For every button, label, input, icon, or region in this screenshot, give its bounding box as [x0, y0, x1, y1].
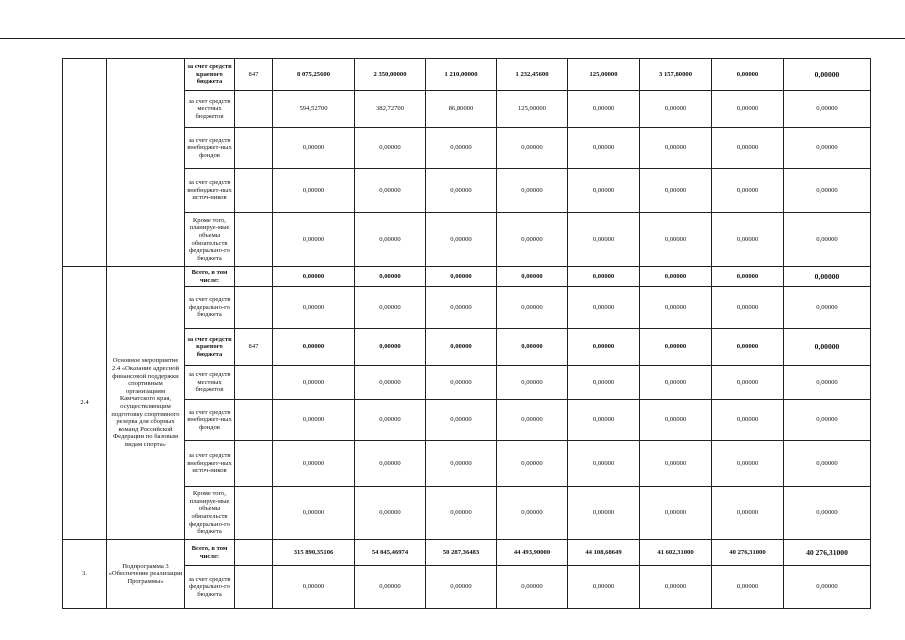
amount-year: 44 493,90000	[497, 540, 568, 566]
amount-year: 0,00000	[640, 267, 712, 287]
amount-year: 0,00000	[568, 213, 640, 267]
amount-year: 0,00000	[497, 213, 568, 267]
amount-year: 0,00000	[712, 441, 784, 487]
table-row	[63, 441, 871, 487]
amount-year: 0,00000	[640, 441, 712, 487]
funding-source: Всего, в том числе:	[185, 267, 235, 287]
amount-total: 0,00000	[273, 128, 355, 169]
amount-year: 0,00000	[426, 213, 497, 267]
table-row	[63, 329, 871, 366]
amount-year: 0,00000	[712, 287, 784, 329]
funding-source: за счет средств внебюджет-ных фондов	[185, 400, 235, 441]
amount-year: 0,00000	[355, 566, 426, 609]
table-row	[63, 400, 871, 441]
amount-total: 0,00000	[273, 213, 355, 267]
amount-year: 0,00000	[784, 287, 871, 329]
amount-year: 0,00000	[568, 287, 640, 329]
amount-year: 0,00000	[497, 366, 568, 400]
admin-code	[235, 267, 273, 287]
table-row	[63, 59, 871, 91]
amount-year: 0,00000	[712, 487, 784, 540]
amount-total: 594,52700	[273, 91, 355, 128]
amount-year: 50 287,36483	[426, 540, 497, 566]
amount-year: 0,00000	[355, 267, 426, 287]
amount-year: 1 232,45600	[497, 59, 568, 91]
funding-source: за счет средств федерально-го бюджета	[185, 287, 235, 329]
amount-year: 0,00000	[784, 400, 871, 441]
amount-year: 40 276,31000	[784, 540, 871, 566]
funding-source: Всего, в том числе:	[185, 540, 235, 566]
table-row	[63, 91, 871, 128]
amount-year: 40 276,31000	[712, 540, 784, 566]
amount-year: 0,00000	[712, 267, 784, 287]
amount-year: 0,00000	[426, 566, 497, 609]
amount-year: 382,72700	[355, 91, 426, 128]
amount-year: 1 210,00000	[426, 59, 497, 91]
amount-year: 0,00000	[355, 329, 426, 366]
admin-code	[235, 441, 273, 487]
amount-year: 0,00000	[712, 213, 784, 267]
table-row	[63, 366, 871, 400]
amount-year: 0,00000	[355, 400, 426, 441]
amount-year: 0,00000	[497, 287, 568, 329]
amount-year: 2 350,00000	[355, 59, 426, 91]
admin-code	[235, 128, 273, 169]
funding-source: Кроме того, планируе-мые объемы обязательств федерально-го бюджета	[185, 487, 235, 540]
amount-year: 0,00000	[568, 169, 640, 213]
amount-year: 0,00000	[497, 487, 568, 540]
table-row	[63, 540, 871, 566]
event-name-cell	[107, 59, 185, 267]
amount-year: 0,00000	[426, 366, 497, 400]
amount-year: 0,00000	[712, 329, 784, 366]
funding-source: за счет средств местных бюджетов	[185, 91, 235, 128]
amount-year: 0,00000	[355, 213, 426, 267]
amount-year: 0,00000	[568, 366, 640, 400]
amount-year: 0,00000	[784, 169, 871, 213]
table-row	[63, 487, 871, 540]
amount-year: 0,00000	[640, 400, 712, 441]
amount-year: 125,00000	[497, 91, 568, 128]
amount-year: 0,00000	[712, 59, 784, 91]
amount-year: 0,00000	[355, 487, 426, 540]
funding-source: за счет средств внебюджет-ных источ-ников	[185, 441, 235, 487]
budget-table-body	[63, 59, 871, 609]
amount-year: 0,00000	[784, 441, 871, 487]
amount-year: 0,00000	[568, 267, 640, 287]
amount-total: 0,00000	[273, 487, 355, 540]
amount-year: 0,00000	[426, 128, 497, 169]
amount-year: 0,00000	[640, 213, 712, 267]
amount-total: 0,00000	[273, 400, 355, 441]
amount-year: 0,00000	[426, 267, 497, 287]
amount-total: 0,00000	[273, 169, 355, 213]
amount-total: 0,00000	[273, 329, 355, 366]
amount-year: 3 157,80000	[640, 59, 712, 91]
amount-year: 0,00000	[712, 128, 784, 169]
amount-year: 0,00000	[784, 91, 871, 128]
amount-year: 0,00000	[355, 441, 426, 487]
amount-year: 0,00000	[712, 169, 784, 213]
admin-code	[235, 566, 273, 609]
amount-year: 0,00000	[640, 366, 712, 400]
amount-year: 0,00000	[426, 441, 497, 487]
funding-source: Кроме того, планируе-мые объемы обязательств федерально-го бюджета	[185, 213, 235, 267]
table-row	[63, 566, 871, 609]
table-row	[63, 267, 871, 287]
amount-year: 0,00000	[712, 366, 784, 400]
admin-code	[235, 287, 273, 329]
table-row	[63, 287, 871, 329]
amount-year: 41 602,31000	[640, 540, 712, 566]
row-index-cell	[63, 59, 107, 267]
amount-year: 86,80000	[426, 91, 497, 128]
admin-code	[235, 400, 273, 441]
amount-year: 0,00000	[355, 366, 426, 400]
amount-year: 0,00000	[784, 128, 871, 169]
amount-year: 0,00000	[497, 400, 568, 441]
amount-year: 0,00000	[426, 487, 497, 540]
amount-total: 0,00000	[273, 267, 355, 287]
amount-year: 0,00000	[784, 329, 871, 366]
amount-year: 0,00000	[355, 128, 426, 169]
amount-year: 0,00000	[712, 566, 784, 609]
amount-year: 0,00000	[426, 169, 497, 213]
admin-code	[235, 213, 273, 267]
amount-total: 0,00000	[273, 366, 355, 400]
amount-year: 0,00000	[355, 169, 426, 213]
event-name-cell: Основное мероприятие 2.4 «Оказание адресной финансовой поддержки спортивным организациям Камчатского края, осуществляющим подготовку спортивного резерва для сборных команд Российской Федерации по базовым видам спорта»	[107, 267, 185, 540]
page-top-rule	[0, 38, 905, 39]
table-row	[63, 128, 871, 169]
admin-code	[235, 169, 273, 213]
amount-year: 0,00000	[568, 487, 640, 540]
funding-source: за счет средств федерально-го бюджета	[185, 566, 235, 609]
amount-year: 0,00000	[568, 400, 640, 441]
amount-year: 0,00000	[497, 267, 568, 287]
amount-year: 0,00000	[568, 441, 640, 487]
funding-source: за счет средств краевого бюджета	[185, 329, 235, 366]
amount-year: 0,00000	[568, 91, 640, 128]
amount-year: 0,00000	[426, 400, 497, 441]
funding-source: за счет средств внебюджет-ных источ-ников	[185, 169, 235, 213]
amount-total: 8 075,25600	[273, 59, 355, 91]
amount-year: 0,00000	[355, 287, 426, 329]
event-name-cell: Подпрограмма 3 «Обеспечение реализации Программы»	[107, 540, 185, 609]
row-index-cell: 3.	[63, 540, 107, 609]
amount-year: 0,00000	[784, 213, 871, 267]
amount-year: 0,00000	[784, 267, 871, 287]
amount-year: 0,00000	[712, 91, 784, 128]
amount-year: 125,00000	[568, 59, 640, 91]
amount-year: 0,00000	[568, 329, 640, 366]
amount-year: 0,00000	[784, 366, 871, 400]
admin-code	[235, 540, 273, 566]
amount-year: 54 845,46974	[355, 540, 426, 566]
amount-year: 0,00000	[640, 566, 712, 609]
amount-total: 315 890,35106	[273, 540, 355, 566]
amount-total: 0,00000	[273, 441, 355, 487]
amount-year: 0,00000	[784, 487, 871, 540]
amount-year: 0,00000	[640, 128, 712, 169]
amount-year: 0,00000	[640, 169, 712, 213]
table-row	[63, 169, 871, 213]
funding-source: за счет средств краевого бюджета	[185, 59, 235, 91]
amount-year: 0,00000	[712, 400, 784, 441]
amount-year: 0,00000	[426, 287, 497, 329]
funding-source: за счет средств внебюджет-ных фондов	[185, 128, 235, 169]
funding-source: за счет средств местных бюджетов	[185, 366, 235, 400]
amount-year: 0,00000	[640, 329, 712, 366]
amount-year: 0,00000	[568, 128, 640, 169]
admin-code	[235, 91, 273, 128]
amount-year: 0,00000	[497, 329, 568, 366]
amount-year: 0,00000	[640, 91, 712, 128]
amount-total: 0,00000	[273, 287, 355, 329]
admin-code	[235, 487, 273, 540]
admin-code: 847	[235, 329, 273, 366]
table-row	[63, 213, 871, 267]
amount-year: 0,00000	[568, 566, 640, 609]
amount-year: 0,00000	[640, 287, 712, 329]
amount-year: 0,00000	[784, 59, 871, 91]
admin-code	[235, 366, 273, 400]
amount-year: 0,00000	[497, 128, 568, 169]
amount-year: 0,00000	[426, 329, 497, 366]
budget-table	[62, 58, 871, 609]
amount-year: 0,00000	[784, 566, 871, 609]
amount-year: 44 108,68649	[568, 540, 640, 566]
admin-code: 847	[235, 59, 273, 91]
amount-year: 0,00000	[497, 169, 568, 213]
amount-year: 0,00000	[497, 441, 568, 487]
row-index-cell: 2.4	[63, 267, 107, 540]
amount-year: 0,00000	[497, 566, 568, 609]
amount-year: 0,00000	[640, 487, 712, 540]
amount-total: 0,00000	[273, 566, 355, 609]
